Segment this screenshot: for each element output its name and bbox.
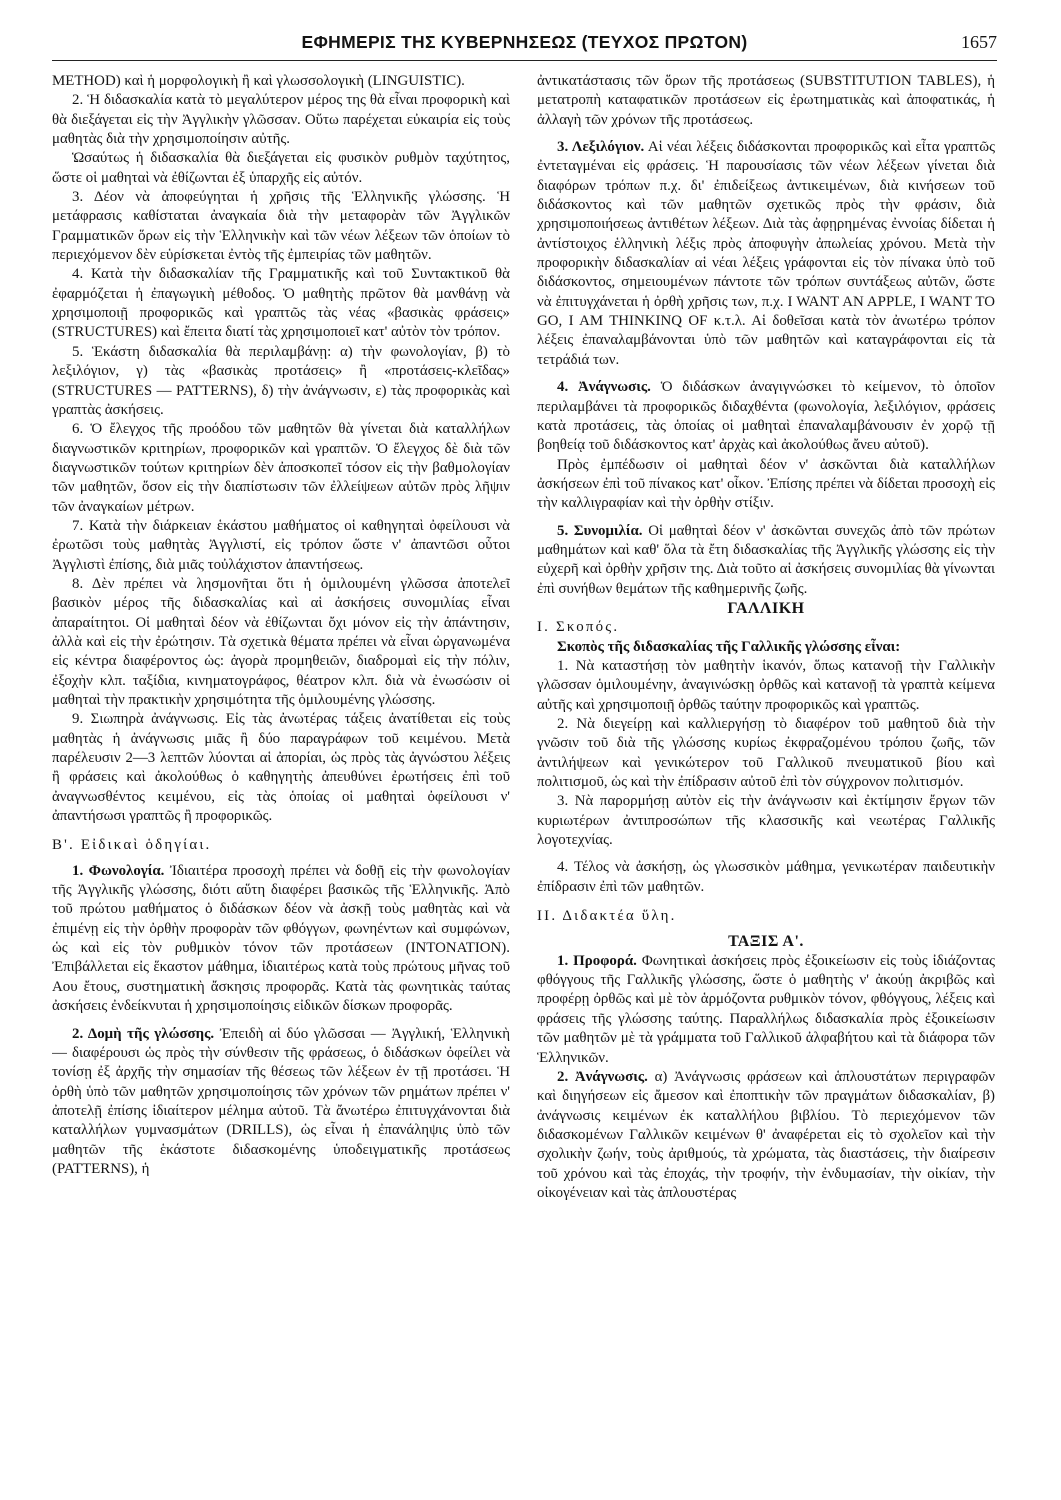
item-number: 6. bbox=[72, 421, 84, 438]
item-number: 8. bbox=[72, 575, 84, 592]
pronunciation-heading: 1. Προφορά. bbox=[557, 952, 637, 969]
item-number: 5. bbox=[72, 343, 84, 360]
aim-item: 4. Τέλος νὰ ἀσκήσῃ, ὡς γλωσσικὸν μάθημα, γενικωτέραν παιδευτικὴν ἐπίδρασιν ἐπὶ τῶν μαθητῶν. bbox=[537, 859, 995, 895]
section-heading-b: Β'. Εἰδικαὶ ὁδηγίαι. bbox=[52, 837, 212, 854]
item-number: 9. bbox=[72, 711, 84, 728]
conversation-paragraph: 5. Συνομιλία. Οἱ μαθηταὶ δέον ν' ἀσκῶνται συνεχῶς ἀπὸ τῶν πρώτων μαθημάτων καὶ καθ' ὅλα τὰ ἔτη διδασκαλίας τῆς Ἀγγλικῆς γλώσσης εἰς τὴν εὐχερῆ καὶ ὀρθὴν χρῆσιν της. Διὰ τοῦτο αἱ ἀσκήσεις συνομιλίας θὰ γίνωνται ἐπὶ συνήθων θεμάτων τῆς καθημερινῆς ζωῆς. bbox=[537, 522, 995, 597]
reading-paragraph: 4. Ἀνάγνωσις. Ὁ διδάσκων ἀναγιγνώσκει τὸ κείμενον, τὸ ὁποῖον περιλαμβάνει τὰ προφορικῶς διδαχθέντα (φωνολογία, λεξιλόγιον, φράσεις κατὰ προτάσεις, τὰς ὁποίας οἱ μαθηταὶ ἐπαναλαμβάνουσιν ἐν χορῷ τῇ βοηθείᾳ τοῦ διδάσκοντος κατ' ἀρχὰς καὶ ἀκολούθως ἄνευ αὐτοῦ). bbox=[537, 379, 995, 454]
syllabus-heading: ΙΙ. Διδακτέα ὕλη. bbox=[537, 908, 677, 925]
aim-item: 1. Νὰ καταστήσῃ τὸν μαθητὴν ἱκανόν, ὅπως κατανοῇ τὴν Γαλλικὴν γλῶσσαν ὁμιλουμένην, ἀναγινώσκῃ ὀρθῶς καὶ κατανοῇ τὰ γραπτὰ κείμενα αὐτῆς καὶ χρησιμοποιῇ ὀρθῶς ταύτην προφορικῶς καὶ γραπτῶς. bbox=[537, 657, 995, 713]
item-number: 3. bbox=[72, 189, 84, 206]
paragraph-2: 2. Ἡ διδασκαλία κατὰ τὸ μεγαλύτερον μέρος της θὰ εἶναι προφορικὴ καὶ θὰ διεξάγεται εἰς τὴν Ἀγγλικὴν γλῶσσαν. Οὕτω παρέχεται εὐκαιρία εἰς τοὺς μαθητὰς διὰ τὴν χρησιμοποίησιν αὐτῆς. bbox=[52, 92, 510, 148]
item-number: 7. bbox=[72, 517, 84, 534]
paragraph-3: 3. Δέον νὰ ἀποφεύγηται ἡ χρῆσις τῆς Ἑλληνικῆς γλώσσης. Ἡ μετάφρασις καθίσταται ἀναγκαία διὰ τὴν μεταφορὰν τῶν Ἀγγλικῶν Γραμματικῶν ὅρων εἰς τὴν Ἑλληνικὴν καὶ τῶν νέων λέξεων τῶν ὁποίων τὸ περιεχόμενον δὲν εὑρίσκεται ἐντὸς τῆς ἐμπειρίας τῶν μαθητῶν. bbox=[52, 189, 510, 264]
page-number: 1657 bbox=[961, 32, 997, 52]
paragraph-9: 9. Σιωπηρὰ ἀνάγνωσις. Εἰς τὰς ἀνωτέρας τάξεις ἀνατίθεται εἰς τοὺς μαθητὰς ἡ ἀνάγνωσις μιᾶς ἢ δύο παραγράφων τοῦ κειμένου. Μετὰ παρέλευσιν 2—3 λεπτῶν λύονται αἱ ἀπορίαι, ὡς πρὸς τὰς ἀγνώστου λέξεις ἢ φράσεις καὶ ἀκολούθως ὁ καθηγητὴς ἀπευθύνει ἐρωτήσεις ἐπὶ τοῦ ἀναγνωσθέντος κειμένου, εἰς τὰς ὁποίας οἱ μαθηταὶ ὀφείλουσι ν' ἀπαντήσωσι γραπτῶς ἢ προφορικῶς. bbox=[52, 711, 510, 825]
left-column bbox=[52, 72, 510, 1484]
phonology-heading: 1. Φωνολογία. bbox=[72, 862, 165, 879]
structure-heading: 2. Δομὴ τῆς γλώσσης. bbox=[72, 1025, 215, 1042]
item-number: 2. bbox=[72, 92, 84, 109]
page-header bbox=[52, 28, 997, 61]
vocabulary-paragraph: 3. Λεξιλόγιον. Αἱ νέαι λέξεις διδάσκονται προφορικῶς καὶ εἶτα γραπτῶς ἐντεταγμέναι εἰς φράσεις. Ἡ παρουσίασις τῶν νέων λέξεων γίνεται διὰ διαφόρων τρόπων π.χ. δι' ἐπιδείξεως ἀντικειμένων, διὰ κινήσεων τοῦ διδάσκοντος καὶ τῶν μαθητῶν σχετικῶς πρὸς τὴν φράσιν, διὰ χρησιμοποιήσεως ἀντιθέτων λέξεων. Διὰ τὰς ἀφῃρημένας ἐννοίας δίδεται ἡ ἀντίστοιχος ἑλληνικὴ λέξις πρὸς ἀποφυγὴν ἀπωλείας χρόνου. Μετὰ τὴν προφορικὴν διδασκαλίαν αἱ νέαι λέξεις γράφονται εἰς τὸν πίνακα ὑπὸ τοῦ διδάσκοντος, σημειουμένων πάντοτε τῶν τρόπων συντάξεως αὐτῶν, ὥστε νὰ ἐπιτυγχάνεται ἡ ὀρθὴ χρῆσις των, π.χ. I WANT AN APPLE, I WANT TO GO, I AM THINKINQ OF κ.τ.λ. Αἱ δοθεῖσαι κατὰ τὸν ἀνωτέρω τρόπον λέξεις ἐπαναλαμβάνονται ὑπὸ τῶν μαθητῶν καὶ καταγράφονται εἰς τὰ τετράδιά των. bbox=[537, 139, 995, 368]
aim-item: 2. Νὰ διεγείρῃ καὶ καλλιεργήσῃ τὸ διαφέρον τοῦ μαθητοῦ διὰ τὴν γνῶσιν τοῦ διὰ τῆς γλώσσης κυρίως ἐκφραζομένου τρόπου ζωῆς, τῶν ἀντιλήψεων καὶ γενικώτερον τοῦ Γαλλικοῦ πνευματικοῦ βίου καὶ πολιτισμοῦ, ὡς καὶ τὴν ἐπίδρασιν αὐτοῦ ἐπὶ τὸν σύγχρονον πολιτισμόν. bbox=[537, 716, 995, 791]
class-a-title: ΤΑΞΙΣ Α'. bbox=[728, 933, 804, 951]
french-section-title: ΓΑΛΛΙΚΗ bbox=[727, 599, 805, 617]
item-number: 4. bbox=[72, 266, 84, 283]
vocabulary-heading: 3. Λεξιλόγιον. bbox=[557, 139, 645, 156]
aim-item: 3. Νὰ παρορμήσῃ αὐτὸν εἰς τὴν ἀνάγνωσιν καὶ ἐκτίμησιν ἔργων τῶν κυριωτέρων ἀντιπροσώπων τῆς κλασσικῆς καὶ νεωτέρας Γαλλικῆς λογοτεχνίας. bbox=[537, 793, 995, 849]
paragraph-4: 4. Κατὰ τὴν διδασκαλίαν τῆς Γραμματικῆς καὶ τοῦ Συντακτικοῦ θὰ ἐφαρμόζεται ἡ ἐπαγωγικὴ μέθοδος. Ὁ μαθητὴς πρῶτον θὰ μανθάνῃ νὰ χρησιμοποιῇ προφορικῶς καὶ γραπτῶς τὰς νέας «βασικὰς φράσεις» (STRUCTURES) καὶ ἔπειτα διατί τὰς χρησιμοποιεῖ κατ' αὐτὸν τὸν τρόπον. bbox=[52, 266, 510, 341]
gazette-title: ΕΦΗΜΕΡΙΣ ΤΗΣ ΚΥΒΕΡΝΗΣΕΩΣ (ΤΕΥΧΟΣ ΠΡΩΤΟΝ) bbox=[301, 32, 748, 52]
phonology-paragraph: 1. Φωνολογία. Ἰδιαιτέρα προσοχὴ πρέπει νὰ δοθῇ εἰς τὴν φωνολογίαν τῆς Ἀγγλικῆς γλώσσης, διότι αὕτη διαφέρει βασικῶς τῆς Ἑλληνικῆς. Ἀπὸ τοῦ πρώτου μαθήματος ὁ διδάσκων δέον νὰ ἀσκῇ τοὺς μαθητὰς καὶ νὰ ἐπιμένῃ εἰς τὴν ὀρθὴν προφορὰν τῶν φθόγγων, φωνηέντων καὶ συμφώνων, ὡς καὶ εἰς τὸν ρυθμικὸν τόνον τῶν προτάσεων (INTONATION). Ἐπιβάλλεται εἰς ἕκαστον μάθημα, ἰδιαιτέρως κατὰ τοὺς πρώτους μῆνας τοῦ Αου ἔτους, συστηματικὴ ἄσκησις προφορᾶς. Κατὰ τὰς φωνητικὰς ταύτας ἀσκήσεις ἐνδείκνυται ἡ χρησιμοποίησις εἰδικῶν δίσκων προφορᾶς. bbox=[52, 862, 510, 1015]
right-column bbox=[537, 72, 995, 1484]
reading-a-heading: 2. Ἀνάγνωσις. bbox=[557, 1068, 648, 1085]
paragraph: ἀντικατάστασις τῶν ὅρων τῆς προτάσεως (SUBSTITUTION TABLES), ἡ μετατροπὴ καταφατικῶν προτάσεων εἰς ἐρωτηματικὰς καὶ ἀποφατικάς, ἡ ἀλλαγὴ τῶν χρόνων τῆς προτάσεως. bbox=[537, 73, 995, 128]
paragraph: Ὡσαύτως ἡ διδασκαλία θὰ διεξάγεται εἰς φυσικὸν ρυθμὸν ταχύτητος, ὥστε οἱ μαθηταὶ νὰ ἐθίζωνται ἐξ ὑπαρχῆς εἰς αὐτόν. bbox=[52, 150, 510, 186]
structure-paragraph: 2. Δομὴ τῆς γλώσσης. Ἐπειδὴ αἱ δύο γλῶσσαι — Ἀγγλική, Ἑλληνικὴ — διαφέρουσι ὡς πρὸς τὴν σύνθεσιν τῆς φράσεως, ὁ διδάσκων ὀφείλει νὰ τονίσῃ ἐξ ἀρχῆς τὴν σημασίαν τῆς θέσεως τῶν λέξεων ἐν τῇ προτάσει. Ἡ ὀρθὴ ὑπὸ τῶν μαθητῶν χρησιμοποίησις τῶν χρόνων τῶν ρημάτων πρέπει ν' ἀποτελῇ ἐπίσης ἰδιαίτερον μέλημα αὐτοῦ. Τὰ ἄνωτέρω ἐπιτυγχάνονται διὰ καταλλήλων γυμνασμάτων (DRILLS), ὡς εἶναι ἡ ἐπανάληψις ὑπὸ τῶν μαθητῶν τῆς ἑκάστοτε διδασκομένης ὑποδειγματικῆς προτάσεως (PATTERNS), ἡ bbox=[52, 1025, 510, 1177]
reading-a-paragraph: 2. Ἀνάγνωσις. α) Ἀνάγνωσις φράσεων καὶ ἁπλουστάτων περιγραφῶν καὶ διηγήσεων εἰς ἄμεσον καὶ ἐποπτικὴν τῶν πραγμάτων διδασκαλίαν, β) ἀνάγνωσις κειμένων ἐκ καταλλήλου βιβλίου. Τὸ περιεχόμενον τῶν διδασκομένων Γαλλικῶν κειμένων θ' ἀναφέρεται εἰς τὸ σχολεῖον καὶ τὴν σχολικὴν ζωήν, τοὺς ἀριθμούς, τὰ χρώματα, τὰς διαστάσεις, τὴν διαίρεσιν τοῦ χρόνου καὶ τὰς ἐποχάς, τὴν τροφήν, τὴν ἐνδυμασίαν, τὴν οἰκίαν, τὴν οἰκογένειαν καὶ τὰς ἁπλουστέρας bbox=[537, 1068, 995, 1201]
conversation-heading: 5. Συνομιλία. bbox=[557, 522, 643, 539]
paragraph-5: 5. Ἑκάστη διδασκαλία θὰ περιλαμβάνῃ: α) τὴν φωνολογίαν, β) τὸ λεξιλόγιον, γ) τὰς «βασικὰς προτάσεις» ἢ «προτάσεις-κλεῖδας» (STRUCTURES — PATTERNS), δ) τὴν ἀνάγνωσιν, ε) τὰς προφορικὰς καὶ γραπτὰς ἀσκήσεις. bbox=[52, 343, 510, 418]
paragraph: Πρὸς ἐμπέδωσιν οἱ μαθηταὶ δέον ν' ἀσκῶνται διὰ καταλλήλων ἀσκήσεων ἐπὶ τοῦ πίνακος κατ' οἶκον. Ἐπίσης πρέπει νὰ δίδεται προσοχὴ εἰς τὴν καλλιγραφίαν καὶ τὴν ὀρθὴν στίξιν. bbox=[537, 456, 995, 512]
paragraph-6: 6. Ὁ ἔλεγχος τῆς προόδου τῶν μαθητῶν θὰ γίνεται διὰ καταλλήλων διαγνωστικῶν κριτηρίων, προφορικῶν καὶ γραπτῶν. Ὁ ἔλεγχος δὲ διὰ τῶν διαγνωστικῶν τούτων κριτηρίων δὲν ἀποσκοπεῖ τόσον εἰς τὴν βαθμολογίαν τῶν μαθητῶν, ὅσον εἰς τὴν διαπίστωσιν τῶν ἐλλείψεων αὐτῶν πρὸς λῆψιν τῶν ἀναγκαίων μέτρων. bbox=[52, 421, 510, 515]
reading-heading: 4. Ἀνάγνωσις. bbox=[557, 379, 651, 396]
aim-intro: Σκοπὸς τῆς διδασκαλίας τῆς Γαλλικῆς γλώσσης εἶναι: bbox=[557, 638, 901, 655]
pronunciation-paragraph: 1. Προφορά. Φωνητικαὶ ἀσκήσεις πρὸς ἐξοικείωσιν εἰς τοὺς ἰδιάζοντας φθόγγους τῆς Γαλλικῆς γλώσσης, ὥστε ὁ μαθητὴς ν' ἀκούῃ ἀκριβῶς καὶ προφέρῃ ὀρθῶς καὶ μὲ τὸν ἁρμόζοντα ρυθμικὸν τόνον, φθόγγους, λέξεις καὶ φράσεις τῆς γλώσσης ταύτης. Παραλλήλως διδασκαλία πρὸς ἐξοικείωσιν τῶν μαθητῶν μὲ τὰ γράμματα τοῦ Γαλλικοῦ ἀλφαβήτου καὶ τὰ διάφορα τῶν Ἑλληνικῶν. bbox=[537, 952, 995, 1066]
paragraph: METHOD) καὶ ἡ μορφολογικὴ ἢ καὶ γλωσσολογικὴ (LINGUISTIC). bbox=[52, 73, 465, 89]
paragraph-7: 7. Κατὰ τὴν διάρκειαν ἑκάστου μαθήματος οἱ καθηγηταὶ ὀφείλουσι νὰ ἐρωτῶσι τοὺς μαθητὰς Ἀγγλιστί, εἰς τρόπον ὥστε ν' ἀπαντῶσι οὗτοι Ἀγγλιστὶ ἐπίσης, διὰ μιᾶς τοὐλάχιστον ἀπαντήσεως. bbox=[52, 517, 510, 573]
aim-heading: Ι. Σκοπός. bbox=[537, 619, 620, 636]
paragraph-8: 8. Δὲν πρέπει νὰ λησμονῆται ὅτι ἡ ὁμιλουμένη γλῶσσα ἀποτελεῖ βασικὸν μέρος τῆς διδασκαλίας καὶ αἱ ἀσκήσεις συνομιλίας εἶναι ἀπαραίτητοι. Οἱ μαθηταὶ δέον νὰ ἐθίζωνται ὄχι μόνον εἰς τὴν ἀπάντησιν, ἀλλὰ καὶ εἰς τὴν ἐρώτησιν. Τὰ σχετικὰ θέματα πρέπει νὰ εἶναι ὠργανωμένα εἰς κέντρα διαφέροντος ὡς: ἀγορὰ προμηθειῶν, διαδρομαὶ εἰς τὴν πόλιν, ἐξοχὴν κλπ. ταξίδια, κινηματογράφος, θέατρον κλπ. διὰ νὰ ἐνωσώσιν οἱ μαθηταὶ τὴν πρακτικὴν χρησιμότητα τῆς ὁμιλουμένης γλώσσης. bbox=[52, 575, 510, 708]
